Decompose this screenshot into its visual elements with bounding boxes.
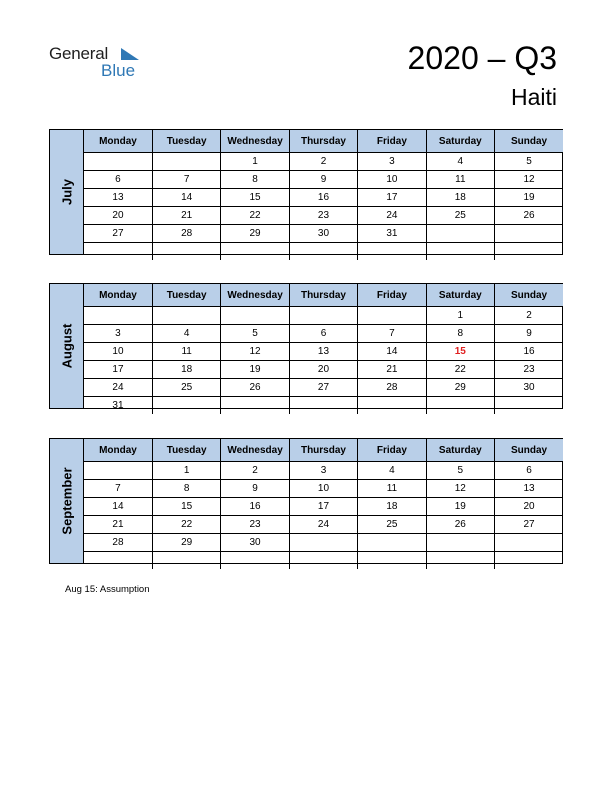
calendar-month-2 bbox=[49, 283, 563, 409]
week-row bbox=[84, 534, 563, 552]
day-cell bbox=[495, 397, 563, 415]
day-cell: 19 bbox=[221, 361, 289, 379]
weekday-header: Saturday bbox=[426, 130, 494, 153]
day-cell bbox=[84, 243, 152, 261]
day-cell bbox=[289, 534, 357, 552]
week-row bbox=[84, 498, 563, 516]
day-cell: 5 bbox=[221, 325, 289, 343]
day-cell: 10 bbox=[289, 480, 357, 498]
day-cell bbox=[495, 534, 563, 552]
day-cell: 17 bbox=[358, 189, 426, 207]
day-cell: 16 bbox=[289, 189, 357, 207]
day-cell: 28 bbox=[152, 225, 220, 243]
weekday-header: Sunday bbox=[495, 284, 563, 307]
day-cell: 24 bbox=[84, 379, 152, 397]
week-row bbox=[84, 243, 563, 261]
day-cell bbox=[426, 552, 494, 570]
day-cell: 2 bbox=[221, 462, 289, 480]
weekday-header-row bbox=[84, 130, 563, 153]
day-cell: 8 bbox=[221, 171, 289, 189]
weekday-header: Saturday bbox=[426, 439, 494, 462]
day-cell bbox=[358, 534, 426, 552]
day-cell: 27 bbox=[495, 516, 563, 534]
day-cell: 12 bbox=[426, 480, 494, 498]
week-row bbox=[84, 225, 563, 243]
day-cell bbox=[221, 243, 289, 261]
day-cell bbox=[358, 552, 426, 570]
week-row bbox=[84, 171, 563, 189]
day-cell: 22 bbox=[221, 207, 289, 225]
day-cell bbox=[84, 462, 152, 480]
day-cell bbox=[358, 243, 426, 261]
weekday-header: Friday bbox=[358, 439, 426, 462]
day-cell: 2 bbox=[495, 307, 563, 325]
day-cell: 6 bbox=[289, 325, 357, 343]
weekday-header: Thursday bbox=[289, 130, 357, 153]
day-cell: 3 bbox=[289, 462, 357, 480]
day-cell: 14 bbox=[152, 189, 220, 207]
day-cell: 29 bbox=[426, 379, 494, 397]
day-cell bbox=[84, 153, 152, 171]
day-cell: 10 bbox=[358, 171, 426, 189]
month-label-panel bbox=[50, 130, 84, 254]
day-cell: 6 bbox=[495, 462, 563, 480]
day-cell: 17 bbox=[84, 361, 152, 379]
day-cell bbox=[84, 552, 152, 570]
day-cell bbox=[221, 552, 289, 570]
day-cell: 27 bbox=[289, 379, 357, 397]
weekday-header: Friday bbox=[358, 284, 426, 307]
weekday-header: Wednesday bbox=[221, 439, 289, 462]
day-cell: 30 bbox=[495, 379, 563, 397]
day-cell: 11 bbox=[426, 171, 494, 189]
weekday-header: Sunday bbox=[495, 439, 563, 462]
day-cell: 10 bbox=[84, 343, 152, 361]
page-title: 2020 – Q3 bbox=[407, 40, 557, 76]
day-cell bbox=[426, 397, 494, 415]
calendar-month-3 bbox=[49, 438, 563, 564]
day-cell: 7 bbox=[152, 171, 220, 189]
weekday-header: Friday bbox=[358, 130, 426, 153]
day-cell: 28 bbox=[358, 379, 426, 397]
day-cell bbox=[152, 243, 220, 261]
logo-blue-text: Blue bbox=[101, 61, 136, 80]
weekday-header: Monday bbox=[84, 439, 152, 462]
day-cell: 18 bbox=[426, 189, 494, 207]
day-cell: 19 bbox=[426, 498, 494, 516]
day-cell: 18 bbox=[358, 498, 426, 516]
month-label-panel bbox=[50, 439, 84, 563]
brand-logo bbox=[49, 44, 149, 84]
month-grid bbox=[84, 439, 563, 569]
week-row bbox=[84, 397, 563, 415]
day-cell: 3 bbox=[84, 325, 152, 343]
country-name: Haiti bbox=[510, 84, 557, 110]
day-cell bbox=[426, 243, 494, 261]
day-cell: 4 bbox=[358, 462, 426, 480]
day-cell: 21 bbox=[358, 361, 426, 379]
weekday-header-row bbox=[84, 439, 563, 462]
day-cell bbox=[221, 307, 289, 325]
day-cell: 23 bbox=[495, 361, 563, 379]
day-cell: 29 bbox=[152, 534, 220, 552]
day-cell: 11 bbox=[358, 480, 426, 498]
day-cell: 25 bbox=[426, 207, 494, 225]
day-cell: 9 bbox=[495, 325, 563, 343]
day-cell: 9 bbox=[289, 171, 357, 189]
weekday-header: Saturday bbox=[426, 284, 494, 307]
day-cell bbox=[152, 307, 220, 325]
weekday-header: Sunday bbox=[495, 130, 563, 153]
day-cell: 26 bbox=[221, 379, 289, 397]
day-cell: 27 bbox=[84, 225, 152, 243]
week-row bbox=[84, 325, 563, 343]
weekday-header: Tuesday bbox=[152, 130, 220, 153]
day-cell: 6 bbox=[84, 171, 152, 189]
day-cell bbox=[289, 397, 357, 415]
day-cell bbox=[495, 552, 563, 570]
day-cell bbox=[426, 225, 494, 243]
day-cell: 24 bbox=[289, 516, 357, 534]
weekday-header: Wednesday bbox=[221, 284, 289, 307]
day-cell bbox=[152, 153, 220, 171]
day-cell: 30 bbox=[289, 225, 357, 243]
weekday-header: Tuesday bbox=[152, 284, 220, 307]
day-cell bbox=[221, 397, 289, 415]
day-cell: 13 bbox=[289, 343, 357, 361]
day-cell: 3 bbox=[358, 153, 426, 171]
day-cell: 29 bbox=[221, 225, 289, 243]
day-cell: 20 bbox=[495, 498, 563, 516]
day-cell bbox=[84, 307, 152, 325]
day-cell bbox=[358, 397, 426, 415]
weekday-header-row bbox=[84, 284, 563, 307]
holiday-day-cell: 15 bbox=[426, 343, 494, 361]
week-row bbox=[84, 480, 563, 498]
day-cell: 20 bbox=[84, 207, 152, 225]
weekday-header: Monday bbox=[84, 130, 152, 153]
day-cell: 14 bbox=[358, 343, 426, 361]
month-name: September bbox=[59, 467, 74, 535]
day-cell: 18 bbox=[152, 361, 220, 379]
day-cell bbox=[152, 397, 220, 415]
day-cell: 23 bbox=[221, 516, 289, 534]
weekday-header: Thursday bbox=[289, 284, 357, 307]
day-cell: 2 bbox=[289, 153, 357, 171]
day-cell bbox=[289, 552, 357, 570]
logo-flag-icon bbox=[121, 48, 139, 60]
week-row bbox=[84, 516, 563, 534]
day-cell: 31 bbox=[84, 397, 152, 415]
day-cell bbox=[495, 225, 563, 243]
day-cell: 24 bbox=[358, 207, 426, 225]
day-cell: 13 bbox=[84, 189, 152, 207]
day-cell: 5 bbox=[426, 462, 494, 480]
day-cell: 8 bbox=[426, 325, 494, 343]
day-cell: 16 bbox=[495, 343, 563, 361]
day-cell: 7 bbox=[84, 480, 152, 498]
day-cell: 16 bbox=[221, 498, 289, 516]
day-cell: 11 bbox=[152, 343, 220, 361]
day-cell: 25 bbox=[152, 379, 220, 397]
day-cell: 21 bbox=[152, 207, 220, 225]
weekday-header: Monday bbox=[84, 284, 152, 307]
day-cell: 19 bbox=[495, 189, 563, 207]
day-cell: 1 bbox=[152, 462, 220, 480]
day-cell: 14 bbox=[84, 498, 152, 516]
day-cell: 1 bbox=[221, 153, 289, 171]
weekday-header: Tuesday bbox=[152, 439, 220, 462]
day-cell: 1 bbox=[426, 307, 494, 325]
week-row bbox=[84, 379, 563, 397]
day-cell: 12 bbox=[221, 343, 289, 361]
day-cell: 17 bbox=[289, 498, 357, 516]
day-cell: 30 bbox=[221, 534, 289, 552]
day-cell: 9 bbox=[221, 480, 289, 498]
day-cell: 5 bbox=[495, 153, 563, 171]
day-cell: 28 bbox=[84, 534, 152, 552]
day-cell: 21 bbox=[84, 516, 152, 534]
day-cell bbox=[289, 307, 357, 325]
day-cell bbox=[495, 243, 563, 261]
weekday-header: Wednesday bbox=[221, 130, 289, 153]
day-cell: 8 bbox=[152, 480, 220, 498]
month-label-panel bbox=[50, 284, 84, 408]
day-cell bbox=[358, 307, 426, 325]
holiday-note: Aug 15: Assumption bbox=[65, 584, 150, 595]
day-cell: 7 bbox=[358, 325, 426, 343]
day-cell: 25 bbox=[358, 516, 426, 534]
week-row bbox=[84, 552, 563, 570]
day-cell: 22 bbox=[426, 361, 494, 379]
week-row bbox=[84, 343, 563, 361]
day-cell: 15 bbox=[152, 498, 220, 516]
day-cell: 23 bbox=[289, 207, 357, 225]
week-row bbox=[84, 207, 563, 225]
day-cell: 26 bbox=[426, 516, 494, 534]
day-cell: 12 bbox=[495, 171, 563, 189]
week-row bbox=[84, 462, 563, 480]
month-grid bbox=[84, 284, 563, 414]
weekday-header: Thursday bbox=[289, 439, 357, 462]
week-row bbox=[84, 361, 563, 379]
month-name: August bbox=[59, 323, 74, 369]
day-cell: 31 bbox=[358, 225, 426, 243]
logo-general-text: General bbox=[49, 44, 109, 63]
day-cell: 15 bbox=[221, 189, 289, 207]
day-cell: 4 bbox=[426, 153, 494, 171]
day-cell: 4 bbox=[152, 325, 220, 343]
day-cell: 22 bbox=[152, 516, 220, 534]
day-cell: 20 bbox=[289, 361, 357, 379]
calendar-month-1 bbox=[49, 129, 563, 255]
day-cell: 26 bbox=[495, 207, 563, 225]
day-cell bbox=[152, 552, 220, 570]
day-cell: 13 bbox=[495, 480, 563, 498]
month-name: July bbox=[59, 178, 74, 206]
week-row bbox=[84, 189, 563, 207]
week-row bbox=[84, 153, 563, 171]
day-cell bbox=[426, 534, 494, 552]
day-cell bbox=[289, 243, 357, 261]
week-row bbox=[84, 307, 563, 325]
month-grid bbox=[84, 130, 563, 260]
